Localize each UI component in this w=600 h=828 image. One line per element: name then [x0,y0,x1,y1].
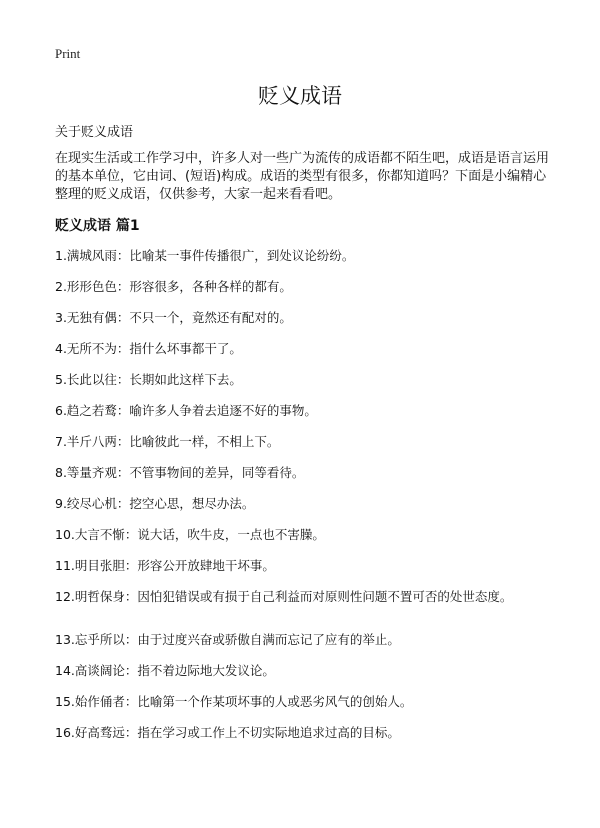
page-title: 贬义成语 [258,84,342,108]
list-item: 4.无所不为：指什么坏事都干了。 [55,341,242,356]
list-item: 9.绞尽心机：挖空心思，想尽办法。 [55,496,255,511]
list-item: 16.好高骛远：指在学习或工作上不切实际地追求过高的目标。 [55,725,400,740]
list-item: 13.忘乎所以：由于过度兴奋或骄傲自满而忘记了应有的举止。 [55,632,400,647]
section-title: 贬义成语 篇1 [55,218,140,234]
print-link[interactable]: Print [55,46,81,61]
list-item: 15.始作俑者：比喻第一个作某项坏事的人或恶劣风气的创始人。 [55,694,413,709]
list-item: 1.满城风雨：比喻某一事件传播很广，到处议论纷纷。 [55,248,355,263]
list-item: 6.趋之若鹜：喻许多人争着去追逐不好的事物。 [55,403,317,418]
list-item: 5.长此以往：长期如此这样下去。 [55,372,242,387]
idiom-list [55,247,555,755]
list-item: 11.明目张胆：形容公开放肆地干坏事。 [55,558,275,573]
list-item: 8.等量齐观：不管事物间的差异，同等看待。 [55,465,305,480]
list-item: 3.无独有偶：不只一个，竟然还有配对的。 [55,310,292,325]
list-item: 12.明哲保身：因怕犯错误或有损于自己利益而对原则性问题不置可否的处世态度。 [55,589,513,604]
list-item: 7.半斤八两：比喻彼此一样，不相上下。 [55,434,280,449]
list-item: 14.高谈阔论：指不着边际地大发议论。 [55,663,275,678]
intro-paragraph: 在现实生活或工作学习中，许多人对一些广为流传的成语都不陌生吧，成语是语言运用的基本单位，它由词、(短语)构成。成语的类型有很多，你都知道吗？下面是小编精心整理的贬义成语，仅供参考，大家一起来看看吧。 [55,151,550,202]
list-item: 10.大言不惭：说大话，吹牛皮，一点也不害臊。 [55,527,325,542]
subtitle: 关于贬义成语 [55,125,134,140]
list-item: 2.形形色色：形容很多，各种各样的都有。 [55,279,292,294]
